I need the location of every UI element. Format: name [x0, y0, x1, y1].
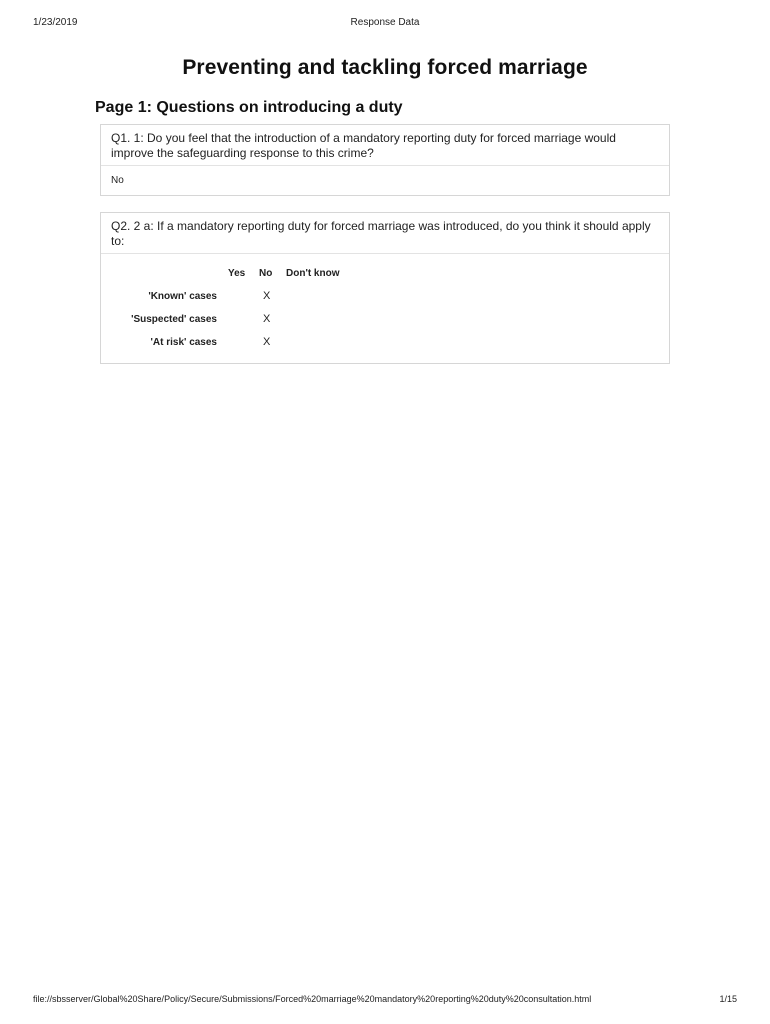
- question-1-answer: No: [111, 175, 124, 186]
- page-heading: Page 1: Questions on introducing a duty: [95, 99, 403, 117]
- question-2-box: [100, 212, 670, 364]
- grid-col-yes: Yes: [228, 268, 246, 279]
- question-2-text: Q2. 2 a: If a mandatory reporting duty for forced marriage was introduced, do you think it should apply to:: [101, 213, 669, 254]
- question-1-box: [100, 124, 670, 196]
- grid-row-label-suspected: 'Suspected' cases: [131, 314, 217, 325]
- print-header-title: Response Data: [350, 17, 420, 28]
- question-1-text: Q1. 1: Do you feel that the introduction of a mandatory reporting duty for forced marriage would improve the safeguarding response to this crime?: [101, 125, 669, 166]
- print-footer-url: file://sbsserver/Global%20Share/Policy/Secure/Submissions/Forced%20marriage%20mandatory%20reporting%20duty%20consultation.html: [33, 994, 592, 1004]
- grid-row-mark-known: X: [263, 290, 271, 302]
- grid-row-mark-suspected: X: [263, 313, 271, 325]
- grid-row-label-known: 'Known' cases: [148, 291, 217, 302]
- print-footer-page: 1/15: [719, 994, 737, 1004]
- document-title: Preventing and tackling forced marriage: [182, 56, 588, 80]
- print-header-date: 1/23/2019: [33, 17, 78, 28]
- grid-row-label-at-risk: 'At risk' cases: [150, 337, 217, 348]
- grid-col-dont-know: Don't know: [286, 268, 340, 279]
- grid-row-mark-at-risk: X: [263, 336, 271, 348]
- grid-col-no: No: [259, 268, 273, 279]
- answer-grid: [101, 254, 669, 364]
